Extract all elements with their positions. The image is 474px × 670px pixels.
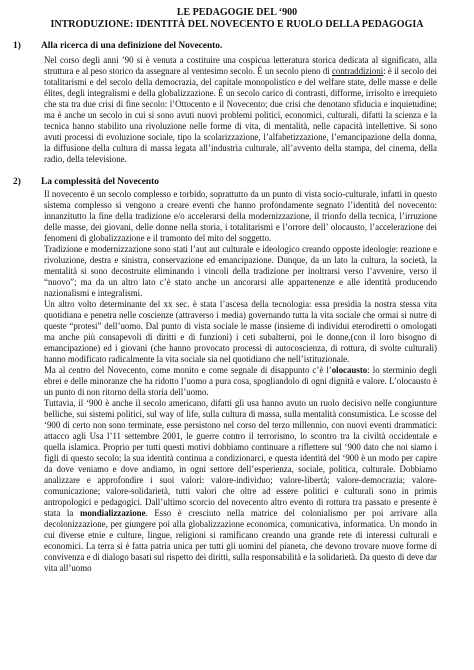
section-2-number: 2) [13, 177, 21, 187]
mondializzazione-text-b: . Esso è cresciuto nella matrice del colonialismo per poi arrivare alla decolonizzazione, per giungere poi alla globalizzazione economica, comunicativa, informatica. Un mondo in cui diverse etnie e culture, lingue, religioni si ramificano creando una grande rete di interessi culturali e economici. La terra si è fatta patria unica per tutti gli uomini del pianeta, che devono trovare nuove forme di convivenza e di dialogo basati sul rispetto dei diritti, sulla responsabilità e la solidarietà. Da questo di deve dar vita all’uomo [44, 508, 438, 573]
section-1-paragraph [44, 55, 437, 165]
olocausto-text-b: : lo sterminio degli ebrei e delle minoranze che ha ridotto l’uomo a pura cosa, spogliandolo di ogni dignità e valore. L’olocausto è un punto di non ritorno della storia dell’uomo. [44, 365, 437, 397]
section-1-heading [0, 41, 474, 52]
document-subtitle: INTRODUZIONE: IDENTITÀ DEL NOVECENTO E RUOLO DELLA PEDAGOGIA [50, 19, 424, 30]
section-1-title: Alla ricerca di una definizione del Novecento. [41, 41, 223, 51]
section-1-text-a: Nel corso degli anni ’90 si è venuta a costituire una cospicua letteratura storica dedicata al significato, alla struttura e al peso storico da assegnare al ventesimo secolo. È un secolo pieno di [44, 55, 437, 76]
olocausto-text-a: Ma al centro del Novecento, come monito e come segnale di disappunto c’è l’ [44, 365, 332, 375]
section-2-paragraph-5 [44, 398, 437, 574]
section-1-text-b: : è il secolo dei totalitarismi e del secolo della democrazia, del capitale monopolistico e del welfare state, delle masse e delle élites, degli integralismi e della globalizzazione. È un secolo carico di contrasti, difforme, irrisolto e irrequieto che sta tra due crisi di fine secolo: l’Ottocento e il Novecento; due crisi che denotano sfiducia e inquietudine; ma è anche un secolo in cui si sono avuti nuovi problemi politici, economici, culturali, difatti la scienza e la tecnica hanno stabilito una rivoluzione nelle forme di vita, di mentalità, nelle capacità intellettive. Si sono avuti processi di evoluzione sociale, tipo la scolarizzazione, l’alfabetizzazione, l’emancipazione della donna, la diffusione della cultura di massa legata all’industria culturale, all’avvento della stampa, del cinema, della radio, della televisione. [44, 66, 437, 164]
mondializzazione-bold: mondializzazione [79, 508, 146, 518]
section-2-paragraph-4 [44, 365, 437, 398]
contraddizioni-underlined: contraddizioni [331, 66, 384, 76]
olocausto-bold: olocausto [331, 365, 368, 375]
document-title: LE PEDAGOGIE DEL ‘900 [176, 7, 298, 18]
section-2-title: La complessità del Novecento [41, 177, 159, 187]
section-2-heading [0, 177, 474, 188]
section-2-paragraph-3: Un altro volto determinante del xx sec. è stata l’ascesa della tecnologia: essa presidia la nostra stessa vita quotidiana e penetra nelle coscienze (attraverso i media) governando tutta la vita sociale che ormai si nutre di queste “protesi” dell’uomo. Dal punto di vista sociale le masse (insieme di individui eterodiretti o omologati ma anche più consapevoli di diritti e di funzioni) i ceti subalterni, poi le donne,(con il loro bisogno di emancipazione) ed i giovani (che hanno provocato processi di autocoscienza, di rottura, di svolte culturali) hanno modificato radicalmente la vita sociale sia nel quotidiano che nell’istituzionale. [44, 299, 437, 364]
section-1-number: 1) [13, 41, 21, 51]
mondializzazione-text-a: Tuttavia, il ‘900 è anche il secolo americano, difatti gli usa hanno avuto un ruolo decisivo nelle congiunture belliche, sui sistemi politici, sul way of life, sulla cultura di massa, sulla mentalità consumistica. Le scosse del ‘900 di certo non sono terminate, esse persistono nel corso del terzo millennio, con nuovi eventi drammatici: attacco agli Usa l’11 settembre 2001, le guerre contro il terrorismo, lo scontro tra la civiltà occidentale e quella islamica. Proprio per tutti questi motivi dobbiamo continuare a riflettere sul ‘900 dato che noi siamo i figli di questo secolo; la sua identità continua a condizionarci, e questa identità del ‘900 è un modo per capire da dove veniamo e dove andiamo, in ogni settore dell’esperienza, sociale, politica, culturale. Dobbiamo analizzare e approfondire i suoi valori: valore-individuo; valore-libertà; valore-democrazia; valore-comunicazione; valore-solidarietà, tutti valori che oltre ad essere politici e culturali sono in primis antropologici e pedagogici. Dall’ultimo scorcio del novecento altro evento di rottura tra passato e presente è stata la [44, 398, 437, 518]
section-2-paragraph-1: Il novecento è un secolo complesso e torbido, soprattutto da un punto di vista socio-culturale, infatti in questo sistema complesso si vengono a creare eventi che hanno profondamente segnato l’identità del novecento: innanzitutto la fine della tradizione e/o accelerarsi della modernizzazione, il trionfo della tecnica, l’irruzione delle masse, dei giovani, delle donne nella storia, i totalitarismi e l’orrore dell’ olocausto, l’accelerazione dei fenomeni di globalizzazione e il tramonto del mito del soggetto. [44, 189, 437, 243]
section-2-paragraph-2: Tradizione e modernizzazione sono stati l’aut aut culturale e ideologico creando opposte ideologie: reazione e rivoluzione, destra e sinistra, conservazione ed emancipazione. Dunque, da un lato la cultura, la società, la mentalità si sono decostruite eliminando i vincoli della tradizione per inoltrarsi verso l’avvenire, verso il “nuovo”; ma da un altro lato c’è stato anche un ancorarsi alle appartenenze e alle identità producendo nazionalismi e integralismi. [44, 244, 437, 298]
